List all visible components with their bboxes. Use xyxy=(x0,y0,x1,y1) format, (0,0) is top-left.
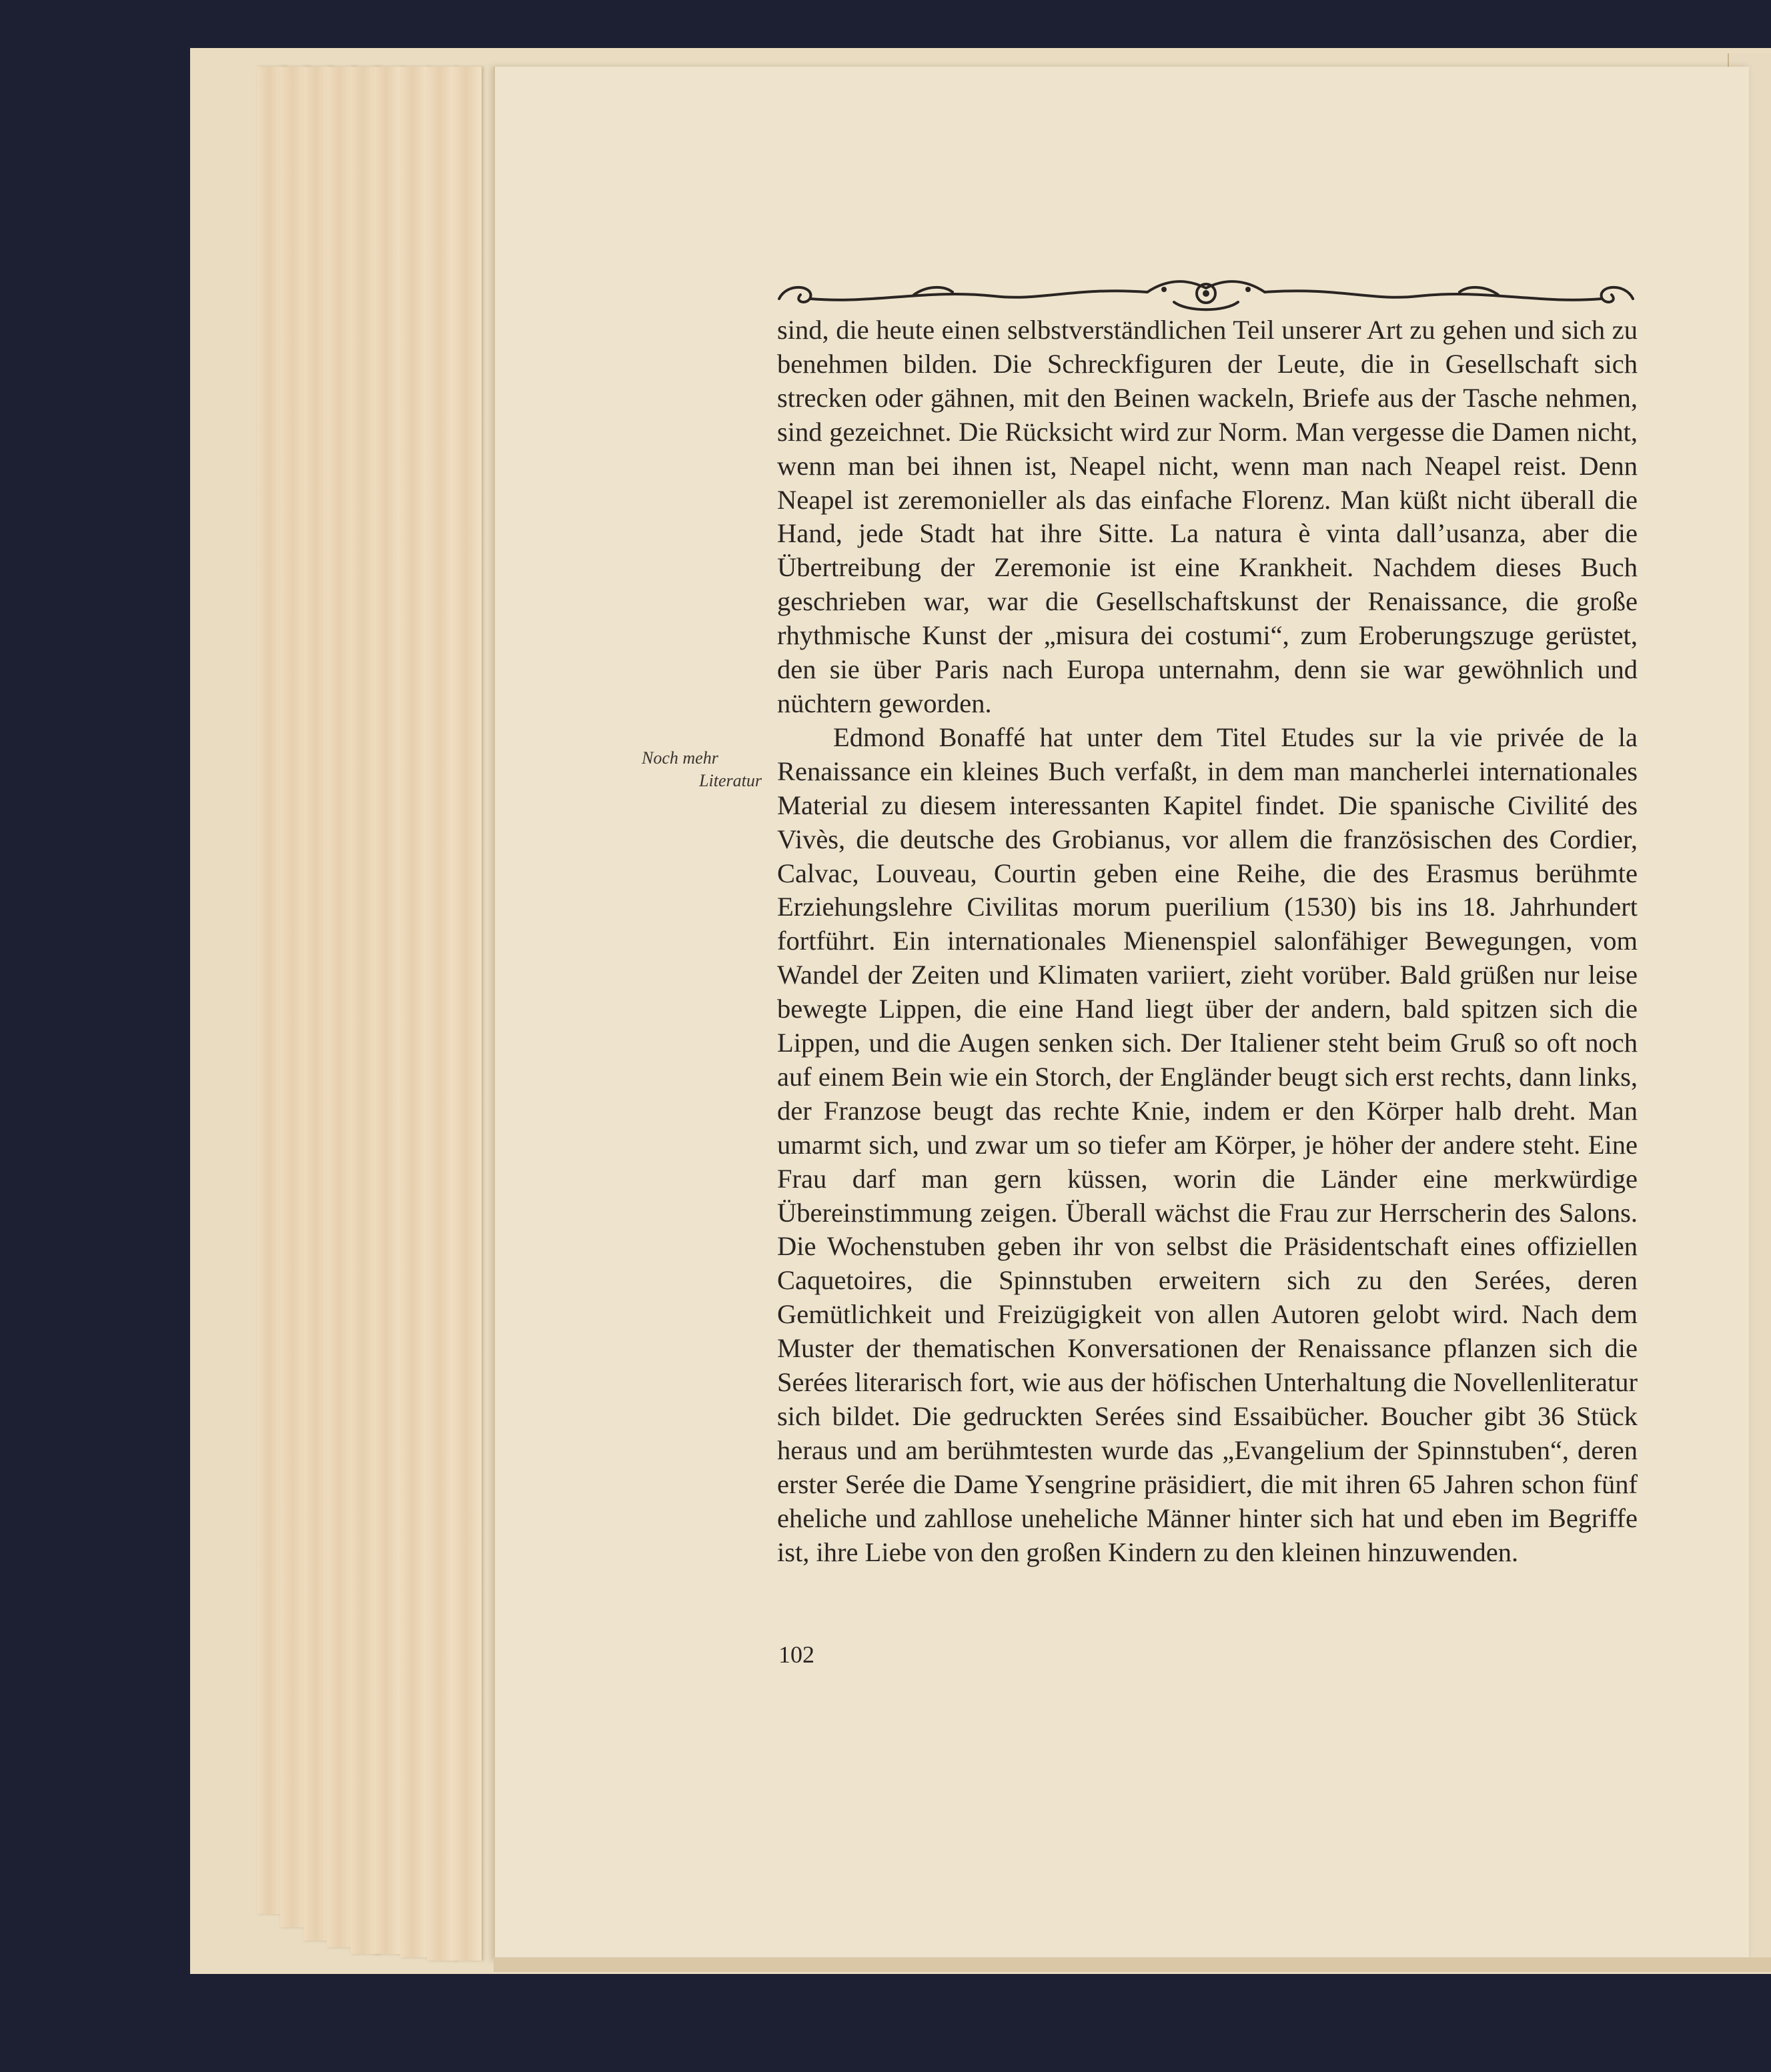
page-edge xyxy=(427,67,456,1961)
marginal-note-line: Noch mehr xyxy=(642,748,718,768)
page-edge xyxy=(400,67,429,1957)
marginal-note xyxy=(642,747,762,792)
page-bottom-edge xyxy=(494,1957,1771,1972)
page-number: 102 xyxy=(778,1641,814,1668)
page-edge xyxy=(374,67,402,1954)
marginal-note-line: Literatur xyxy=(699,771,762,790)
body-text xyxy=(777,313,1638,1570)
paragraph: sind, die heute einen selbstverständlichen Teil unserer Art zu gehen und sich zu benehmen bilden. Die Schreckfiguren der Leute, die in Gesellschaft sich strecken oder gähnen, mit den Beinen wackeln, Briefe aus der Tasche nehmen, sind gezeichnet. Die Rücksicht wird zur Norm. Man vergesse die Damen nicht, wenn man bei ihnen ist, Neapel nicht, wenn man nach Neapel reist. Denn Neapel ist zeremonieller als das einfache Florenz. Man küßt nicht überall die Hand, jede Stadt hat ihre Sitte. La natura è vinta dall’usanza, aber die Übertreibung der Zeremonie ist eine Krankheit. Nachdem dieses Buch geschrieben war, war die Gesellschaftskunst der Renaissance, die große rhythmische Kunst der „misura dei costumi“, zum Eroberungszuge gerüstet, den sie über Paris nach Europa unternahm, denn sie war gewöhnlich und nüchtern geworden. xyxy=(777,315,1638,718)
paragraph: Edmond Bonaffé hat unter dem Titel Etudes sur la vie privée de la Renaissance ein kleines Buch verfaßt, in dem man mancherlei internationales Material zu diesem interessanten Kapitel findet. Die spanische Civilité des Vivès, die deutsche des Grobianus, vor allem die französischen des Cordier, Calvac, Louveau, Courtin geben eine Reihe, die des Erasmus berühmte Erziehungslehre Civilitas morum puerilium (1530) bis ins 18. Jahrhundert fortführt. Ein internationales Mienenspiel salonfähiger Bewegungen, vom Wandel der Zeiten und Klimaten variiert, zieht vorüber. Bald grüßen nur leise bewegte Lippen, die eine Hand liegt über der andern, bald spitzen sich die Lippen, und die Augen senken sich. Der Italiener steht beim Gruß so oft noch auf einem Bein wie ein Storch, der Engländer beugt sich erst rechts, dann links, der Franzose beugt das rechte Knie, indem er den Körper halb dreht. Man umarmt sich, und zwar um so tiefer am Körper, je höher der andere steht. Eine Frau darf man gern küssen, worin die Länder eine merkwürdige Übereinstimmung zeigen. Überall wächst die Frau zur Herrscherin des Salons. Die Wochenstuben geben ihr von selbst die Präsidentschaft eines offiziellen Caquetoires, die Spinnstuben erweitern sich zu den Serées, deren Gemütlichkeit und Freizügigkeit von allen Autoren gelobt wird. Nach dem Muster der thematischen Konversationen der Renaissance pflanzen sich die Serées literarisch fort, wie aus der höfischen Unterhaltung die Novellenliteratur sich bildet. Die gedruckten Serées sind Essaibücher. Boucher gibt 36 Stück heraus und am berühmtesten wurde das „Evangelium der Spinnstuben“, deren erster Serée die Dame Ysengrine präsidiert, die mit ihren 65 Jahren schon fünf eheliche und zahllose uneheliche Männer hinter sich hat und eben im Begriffe ist, ihre Liebe von den großen Kindern zu den kleinen hinzuwenden. xyxy=(777,722,1638,1567)
page-edge xyxy=(454,67,482,1961)
